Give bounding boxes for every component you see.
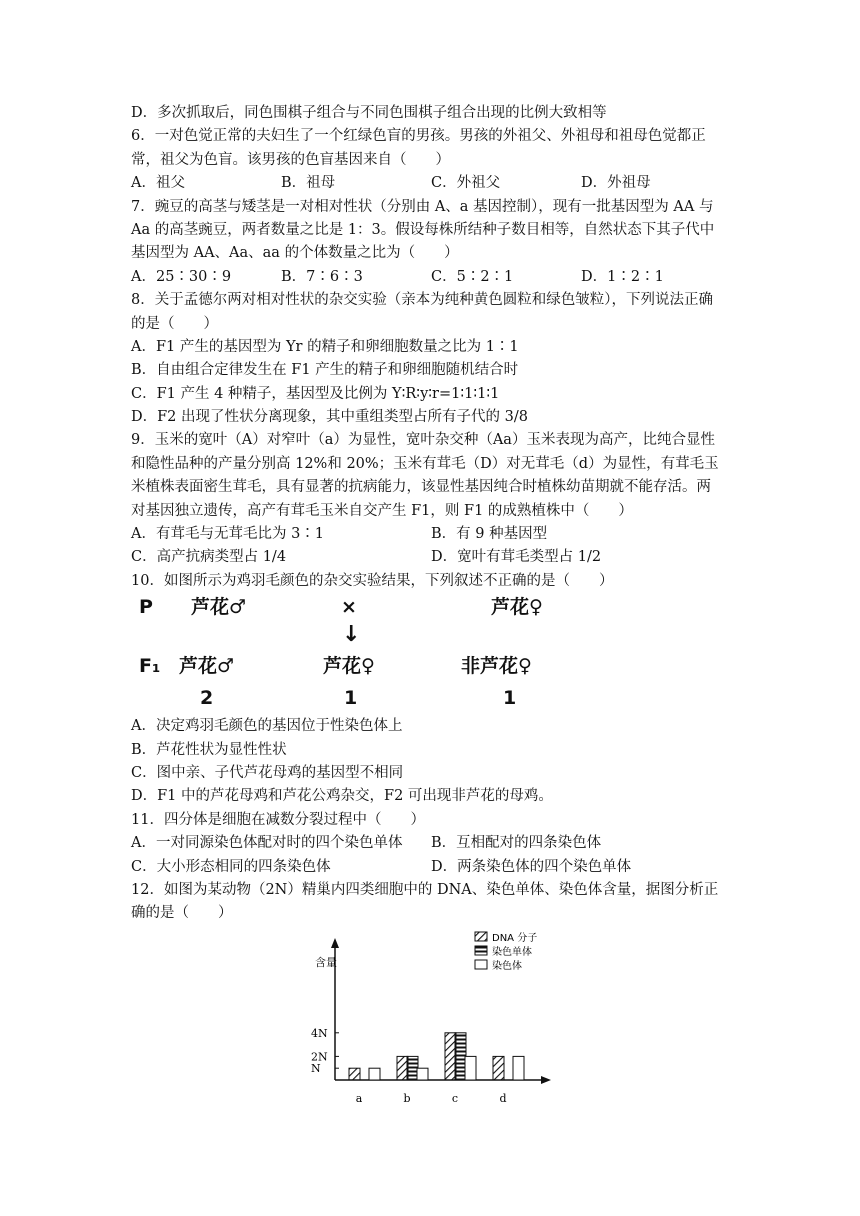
y-tick-label: 4N	[311, 1026, 328, 1040]
q6-options	[131, 172, 731, 195]
q7-stem-1: 7．豌豆的高茎与矮茎是一对相对性状（分别由 A、a 基因控制），现有一批基因型为 AA 与	[131, 198, 714, 215]
q7-option-c[interactable]: C．5∶2∶1	[431, 268, 514, 285]
q8-stem-2: 的是（ ）	[131, 315, 218, 332]
q11-option-d[interactable]: D．两条染色体的四个染色单体	[431, 858, 632, 875]
q10-option-b[interactable]: B．芦花性状为显性性状	[131, 741, 287, 758]
q11-options-row1	[131, 832, 731, 855]
y-axis-label: 含量	[315, 955, 337, 969]
q5-option-d: D．多次抓取后，同色围棋子组合与不同色围棋子组合出现的比例大致相等	[131, 105, 607, 121]
q9-options-row2	[131, 546, 731, 569]
q10-option-c[interactable]: C．图中亲、子代芦花母鸡的基因型不相同	[131, 764, 404, 781]
y-axis-arrow-icon	[331, 938, 339, 948]
bar-c-0	[445, 1033, 456, 1080]
legend-entry: 染色体	[492, 960, 522, 972]
cross-p-female: 芦花♀	[491, 596, 543, 619]
bar-d-2	[513, 1056, 524, 1080]
bar-d-0	[493, 1056, 504, 1080]
bar-c-1	[455, 1033, 466, 1080]
q7-options	[131, 266, 731, 289]
cross-f1-label: F₁	[139, 655, 161, 678]
bar-chart	[131, 926, 731, 1176]
q6-option-c[interactable]: C．外祖父	[431, 175, 501, 192]
chart-container	[131, 926, 731, 1176]
q8-stem-1: 8．关于孟德尔两对相对性状的杂交实验（亲本为纯种黄色圆粒和绿色皱粒），下列说法正确	[131, 292, 713, 309]
q9-option-a[interactable]: A．有茸毛与无茸毛比为 3∶1	[131, 526, 325, 543]
bar-a-0	[349, 1068, 360, 1080]
q9-option-b[interactable]: B．有 9 种基因型	[431, 526, 548, 543]
bar-a-2	[369, 1068, 380, 1080]
legend-entry: DNA 分子	[492, 932, 538, 944]
cross-p-male: 芦花♂	[191, 596, 247, 619]
q9-stem-2: 和隐性品种的产量分别高 12%和 20%；玉米有茸毛（D）对无茸毛（d）为显性，有茸毛玉	[131, 455, 719, 472]
cross-f1-female: 芦花♀	[323, 655, 375, 678]
cross-p-label: P	[139, 596, 153, 619]
y-tick-label: 2N	[311, 1050, 328, 1064]
q10-option-d[interactable]: D．F1 中的芦花母鸡和芦花公鸡杂交，F2 可出现非芦花的母鸡。	[131, 788, 553, 805]
q11-option-b[interactable]: B．互相配对的四条染色体	[431, 835, 602, 852]
q11-option-c[interactable]: C．大小形态相同的四条染色体	[131, 858, 331, 875]
cross-diagram	[131, 593, 731, 715]
cross-count-non: 1	[503, 687, 517, 710]
x-tick-label: c	[451, 1091, 459, 1105]
q8-option-a[interactable]: A．F1 产生的基因型为 Yr 的精子和卵细胞数量之比为 1∶1	[131, 338, 519, 355]
bar-b-1	[407, 1056, 418, 1080]
bar-c-2	[465, 1056, 476, 1080]
exam-page	[131, 102, 731, 1176]
q7-option-b[interactable]: B．7∶6∶3	[281, 268, 363, 285]
cross-f1-non: 非芦花♀	[461, 655, 532, 678]
bar-b-0	[397, 1056, 408, 1080]
cross-arrow-icon: ↓	[342, 622, 361, 648]
x-tick-label: d	[499, 1091, 507, 1105]
q6-option-a[interactable]: A．祖父	[131, 175, 185, 192]
x-tick-label: b	[403, 1091, 411, 1105]
cross-times: ×	[341, 596, 357, 619]
q8-option-b[interactable]: B．自由组合定律发生在 F1 产生的精子和卵细胞随机结合时	[131, 362, 519, 379]
q9-option-d[interactable]: D．宽叶有茸毛类型占 1/2	[431, 549, 602, 566]
legend-swatch	[475, 932, 487, 941]
q6-option-d[interactable]: D．外祖母	[581, 175, 651, 192]
x-axis-arrow-icon	[541, 1076, 551, 1084]
q9-stem-4: 对基因独立遗传，高产有茸毛玉米自交产生 F1，则 F1 的成熟植株中（ ）	[131, 502, 633, 519]
q9-options-row1	[131, 523, 731, 546]
q12-stem-1: 12．如图为某动物（2N）精巢内四类细胞中的 DNA、染色单体、染色体含量，据图分析正	[131, 881, 719, 898]
q10-stem: 10．如图所示为鸡羽毛颜色的杂交实验结果，下列叙述不正确的是（ ）	[131, 572, 614, 589]
q7-option-d[interactable]: D．1∶2∶1	[581, 268, 664, 285]
bar-b-2	[417, 1068, 428, 1080]
cross-f1-male: 芦花♂	[179, 655, 235, 678]
q6-option-b[interactable]: B．祖母	[281, 175, 336, 192]
q8-option-d[interactable]: D．F2 出现了性状分离现象，其中重组类型占所有子代的 3/8	[131, 409, 528, 426]
q7-stem-3: 基因型为 AA、Aa、aa 的个体数量之比为（ ）	[131, 245, 459, 262]
y-tick-label: N	[311, 1061, 321, 1075]
q9-option-c[interactable]: C．高产抗病类型占 1/4	[131, 549, 287, 566]
q11-option-a[interactable]: A．一对同源染色体配对时的四个染色单体	[131, 835, 403, 852]
q8-option-c[interactable]: C．F1 产生 4 种精子，基因型及比例为 Y∶R∶y∶r=1∶1∶1∶1	[131, 385, 500, 402]
legend-swatch	[475, 946, 487, 955]
q6-stem-1: 6．一对色觉正常的夫妇生了一个红绿色盲的男孩。男孩的外祖父、外祖母和祖母色觉都正	[131, 128, 706, 145]
cross-count-male: 2	[200, 687, 214, 710]
q6-stem-2: 常，祖父为色盲。该男孩的色盲基因来自（ ）	[131, 151, 450, 168]
q7-stem-2: Aa 的高茎豌豆，两者数量之比是 1：3。假设每株所结种子数目相等，自然状态下其子代中	[131, 221, 715, 238]
legend-swatch	[475, 960, 487, 969]
cross-count-female: 1	[344, 687, 358, 710]
q9-stem-3: 米植株表面密生茸毛，具有显著的抗病能力，该显性基因纯合时植株幼苗期就不能存活。两	[131, 479, 711, 496]
q12-stem-2: 确的是（ ）	[131, 905, 233, 922]
legend-entry: 染色单体	[492, 946, 532, 958]
q9-stem-1: 9．玉米的宽叶（A）对窄叶（a）为显性，宽叶杂交种（Aa）玉米表现为高产，比纯合显性	[131, 432, 715, 449]
q10-option-a[interactable]: A．决定鸡羽毛颜色的基因位于性染色体上	[131, 718, 403, 735]
q11-stem: 11．四分体是细胞在减数分裂过程中（ ）	[131, 811, 425, 828]
q7-option-a[interactable]: A．25∶30∶9	[131, 268, 232, 285]
q11-options-row2	[131, 856, 731, 879]
x-tick-label: a	[355, 1091, 363, 1105]
